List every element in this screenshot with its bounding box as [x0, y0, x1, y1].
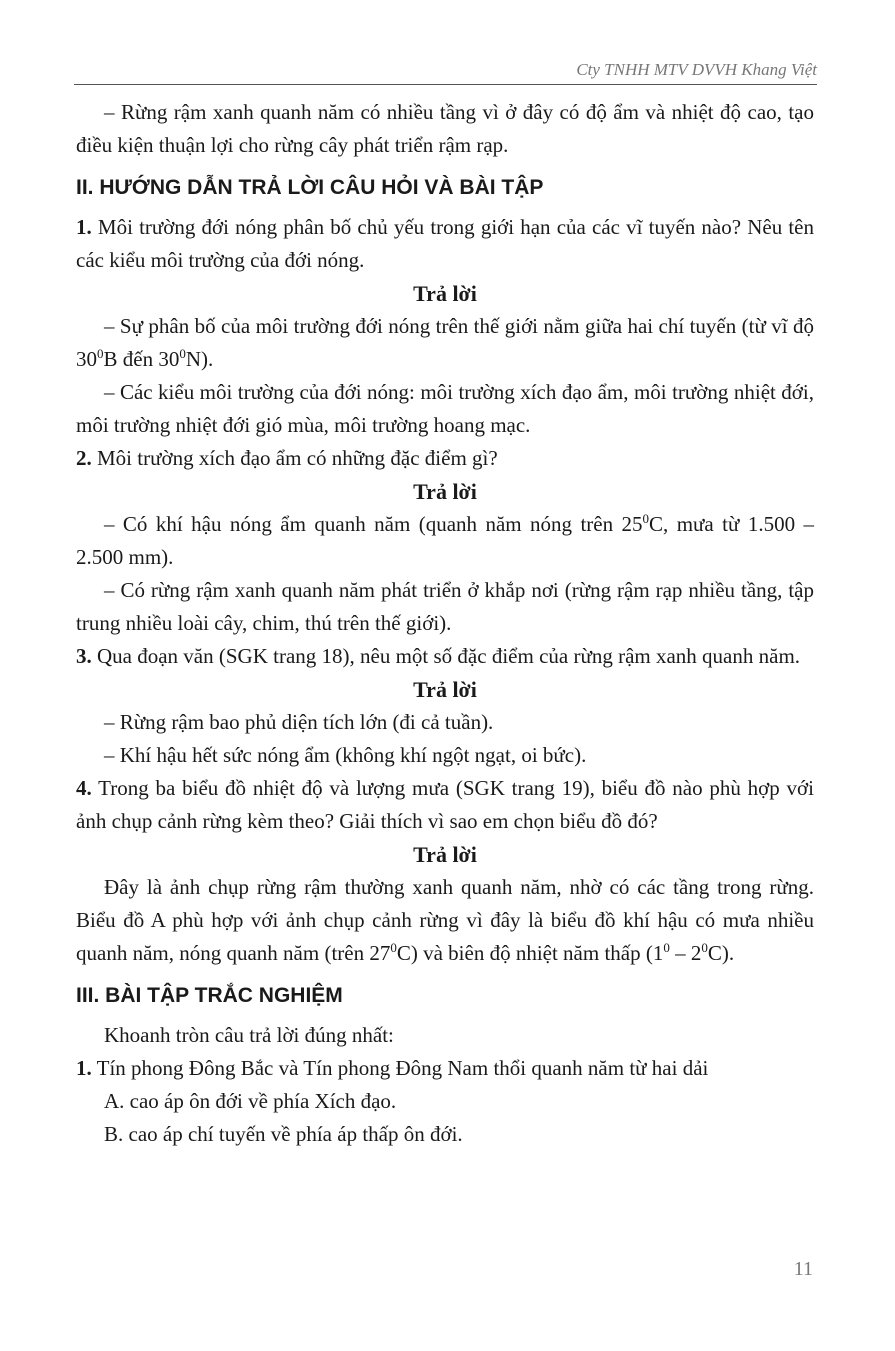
question-4 [76, 772, 814, 838]
text-run: C, mưa từ 1.500 – 2.500 mm). [76, 512, 814, 569]
intro-paragraph: – Rừng rậm xanh quanh năm có nhiều tầng vì ở đây có độ ẩm và nhiệt độ cao, tạo điều kiện thuận lợi cho rừng cây phát triển rậm rạp. [76, 100, 814, 157]
answer-label: Trả lời [413, 281, 477, 306]
text-run: – 2 [669, 941, 702, 965]
question-number: 1. [76, 215, 92, 239]
answer-1-item-1 [76, 310, 814, 376]
superscript: 0 [390, 940, 397, 955]
mcq-option-b: B. cao áp chí tuyến về phía áp thấp ôn đới. [104, 1122, 463, 1146]
answer-4-paragraph [76, 871, 814, 970]
answer-1-item-2: – Các kiểu môi trường của đới nóng: môi trường xích đạo ẩm, môi trường nhiệt đới, môi trường nhiệt đới gió mùa, môi trường hoang mạc. [76, 380, 814, 437]
section-heading-3: III. BÀI TẬP TRẮC NGHIỆM [76, 984, 343, 1007]
question-3 [76, 640, 814, 673]
superscript: 0 [97, 346, 104, 361]
question-text: Trong ba biểu đồ nhiệt độ và lượng mưa (SGK trang 19), biểu đồ nào phù hợp với ảnh chụp cảnh rừng kèm theo? Giải thích vì sao em chọn biểu đồ đó? [76, 776, 814, 833]
mcq-question-1 [76, 1052, 814, 1085]
answer-2-item-1 [76, 508, 814, 574]
answer-3-item-1: – Rừng rậm bao phủ diện tích lớn (đi cả tuần). [104, 710, 494, 734]
question-text: Tín phong Đông Bắc và Tín phong Đông Nam thổi quanh năm từ hai dải [96, 1056, 709, 1080]
answer-2-item-2: – Có rừng rậm xanh quanh năm phát triển ở khắp nơi (rừng rậm rạp nhiều tầng, tập trung nhiều loài cây, chim, thú trên thế giới). [76, 578, 814, 635]
question-2 [76, 442, 814, 475]
mcq-instruction: Khoanh tròn câu trả lời đúng nhất: [104, 1023, 394, 1047]
text-run: C) và biên độ nhiệt năm thấp (1 [396, 941, 664, 965]
question-number: 1. [76, 1056, 92, 1080]
superscript: 0 [642, 511, 650, 526]
text-run: C). [707, 941, 735, 965]
superscript: 0 [701, 940, 708, 955]
answer-label: Trả lời [413, 842, 477, 867]
mcq-option-a: A. cao áp ôn đới về phía Xích đạo. [104, 1089, 397, 1113]
question-1 [76, 211, 814, 277]
section-heading-2: II. HƯỚNG DẪN TRẢ LỜI CÂU HỎI VÀ BÀI TẬP [76, 176, 544, 199]
answer-label: Trả lời [413, 479, 477, 504]
superscript: 0 [179, 346, 186, 361]
text-run: – Có khí hậu nóng ẩm quanh năm (quanh năm nóng trên 25 [104, 512, 643, 536]
text-run: B đến 30 [103, 347, 180, 371]
page-header [74, 58, 817, 85]
answer-3-item-2: – Khí hậu hết sức nóng ẩm (không khí ngột ngạt, oi bức). [104, 743, 587, 767]
text-run: Đây là ảnh chụp rừng rậm thường xanh quanh năm, nhờ có các tầng trong rừng. Biểu đồ A phù hợp với ảnh chụp cảnh rừng vì đây là biểu đồ khí hậu có mưa nhiều quanh năm, nóng quanh năm (trên 27 [76, 875, 814, 965]
page-content [76, 96, 814, 1151]
question-number: 4. [76, 776, 92, 800]
text-run: – Sự phân bố của môi trường đới nóng trên thế giới nằm giữa hai chí tuyến (từ vĩ độ 30 [76, 314, 814, 371]
header-text: Cty TNHH MTV DVVH Khang Việt [576, 60, 817, 79]
superscript: 0 [663, 940, 670, 955]
answer-label: Trả lời [413, 677, 477, 702]
question-number: 3. [76, 644, 92, 668]
page-number: 11 [793, 1258, 813, 1280]
question-text: Môi trường đới nóng phân bố chủ yếu trong giới hạn của các vĩ tuyến nào? Nêu tên các kiểu môi trường của đới nóng. [76, 215, 814, 272]
text-run: N). [185, 347, 214, 371]
question-text: Qua đoạn văn (SGK trang 18), nêu một số đặc điểm của rừng rậm xanh quanh năm. [97, 644, 801, 668]
question-number: 2. [76, 446, 92, 470]
question-text: Môi trường xích đạo ẩm có những đặc điểm gì? [97, 446, 498, 470]
